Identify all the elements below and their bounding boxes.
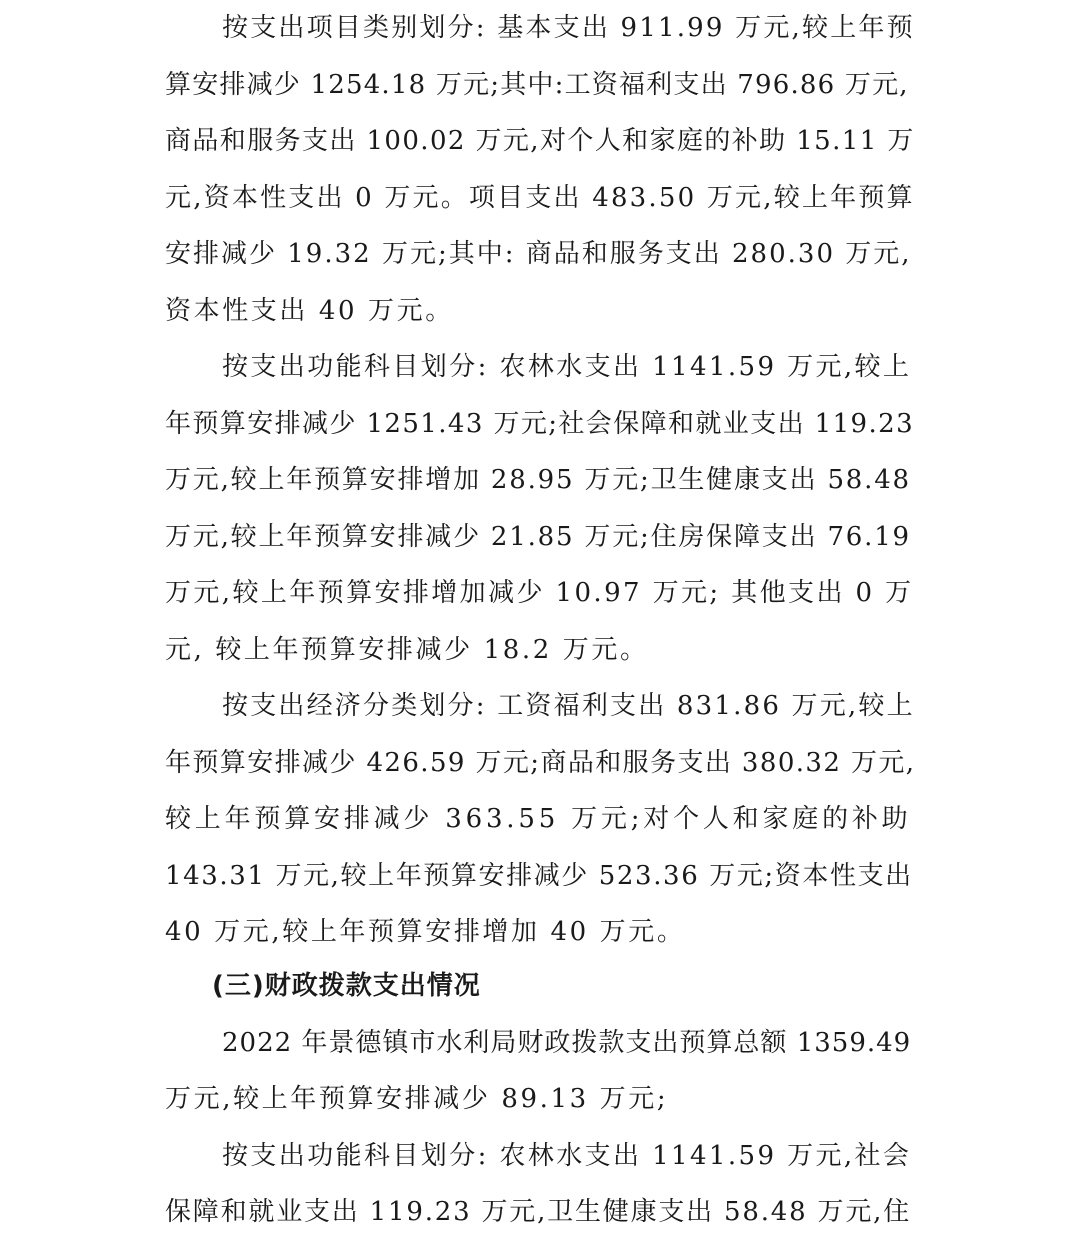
text-line: 2022 年景德镇市水利局财政拨款支出预算总额 1359.49 <box>222 1028 912 1058</box>
text-line: 算安排减少 1254.18 万元;其中:工资福利支出 796.86 万元, <box>165 70 909 100</box>
text-line: 万元,较上年预算安排减少 89.13 万元; <box>165 1084 669 1114</box>
text-line: 商品和服务支出 100.02 万元,对个人和家庭的补助 15.11 万 <box>165 126 915 156</box>
text-line: 按支出经济分类划分: 工资福利支出 831.86 万元,较上 <box>222 691 915 721</box>
text-line: 按支出功能科目划分: 农林水支出 1141.59 万元,较上 <box>222 352 912 382</box>
text-line: 万元,较上年预算安排增加减少 10.97 万元; 其他支出 0 万 <box>165 578 914 608</box>
text-line: 万元,较上年预算安排减少 21.85 万元;住房保障支出 76.19 <box>165 522 911 552</box>
text-line: 143.31 万元,较上年预算安排减少 523.36 万元;资本性支出 <box>165 861 913 891</box>
text-line: 资本性支出 40 万元。 <box>165 296 454 326</box>
text-line: 安排减少 19.32 万元;其中: 商品和服务支出 280.30 万元, <box>165 239 912 269</box>
text-line: 较上年预算安排减少 363.55 万元;对个人和家庭的补助 <box>165 804 912 834</box>
text-line: 年预算安排减少 426.59 万元;商品和服务支出 380.32 万元, <box>165 748 916 778</box>
text-line: 年预算安排减少 1251.43 万元;社会保障和就业支出 119.23 <box>165 409 915 439</box>
section-heading: (三)财政拨款支出情况 <box>212 971 481 1001</box>
text-line: 40 万元,较上年预算安排增加 40 万元。 <box>165 917 686 947</box>
text-line: 按支出项目类别划分: 基本支出 911.99 万元,较上年预 <box>222 13 915 43</box>
text-line: 万元,较上年预算安排增加 28.95 万元;卫生健康支出 58.48 <box>165 465 911 495</box>
text-line: 元, 较上年预算安排减少 18.2 万元。 <box>165 635 649 665</box>
text-line: 保障和就业支出 119.23 万元,卫生健康支出 58.48 万元,住 <box>165 1197 911 1227</box>
text-line: 按支出功能科目划分: 农林水支出 1141.59 万元,社会 <box>222 1141 912 1171</box>
text-line: 元,资本性支出 0 万元。项目支出 483.50 万元,较上年预算 <box>165 183 915 213</box>
